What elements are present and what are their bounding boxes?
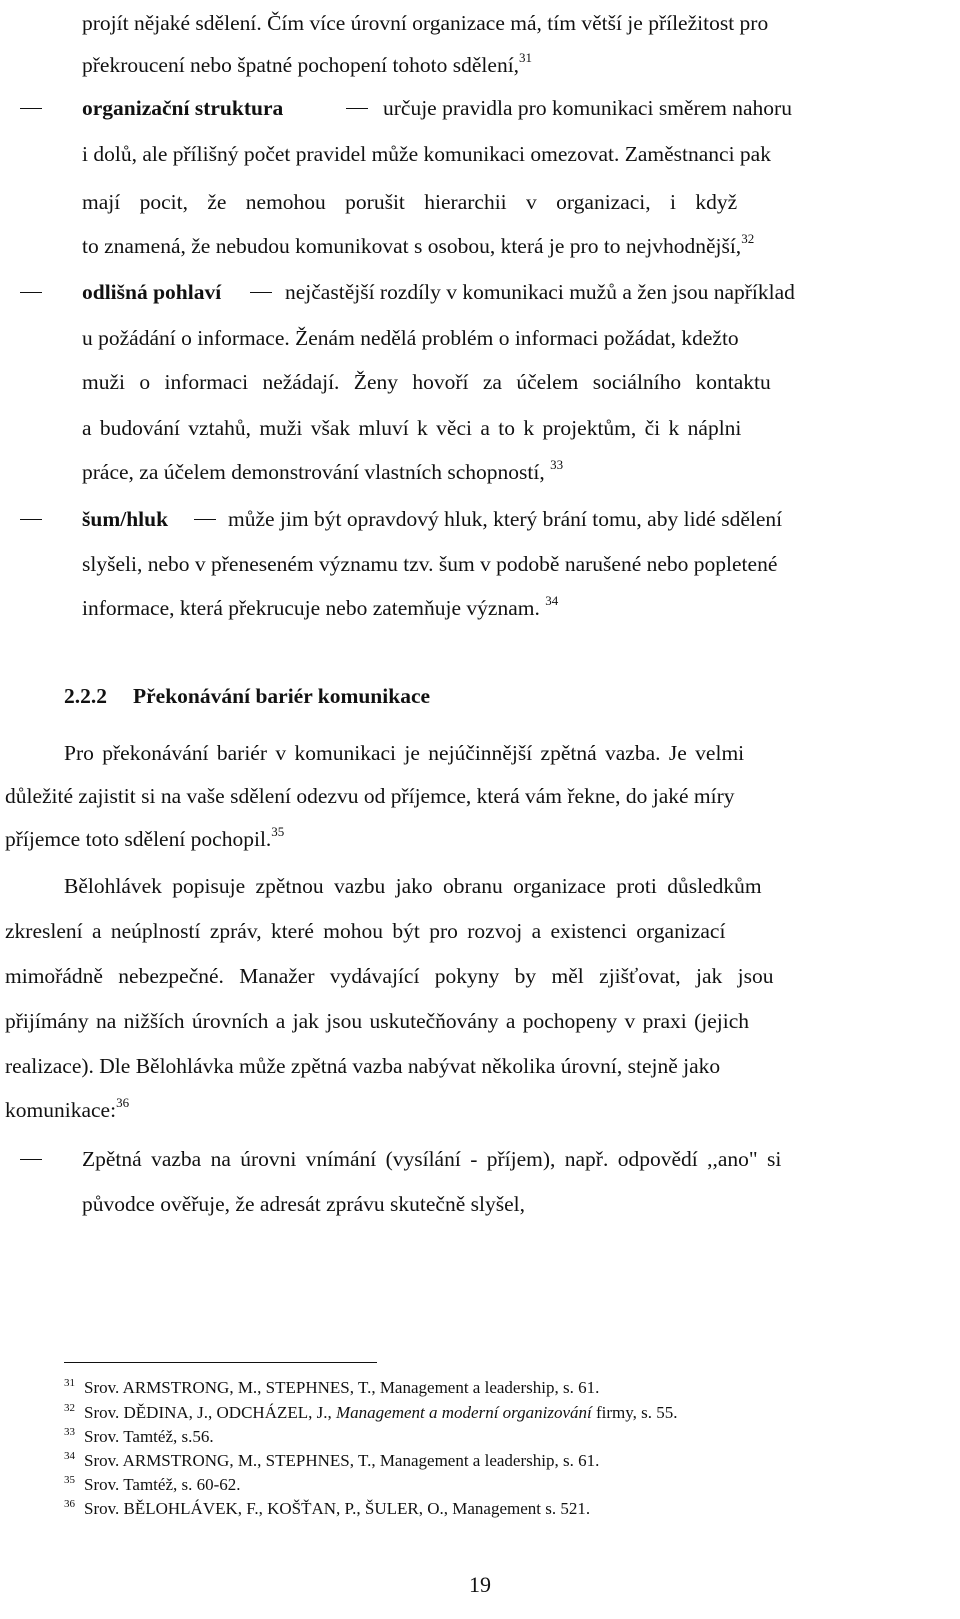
text-line [0, 588, 960, 628]
footnote-ref: 32 [741, 231, 755, 246]
footnote-text: Srov. ARMSTRONG, M., STEPHNES, T., Management a leadership, s. 61. [84, 1451, 600, 1470]
bold-term: šum/hluk [82, 507, 169, 531]
list-item [0, 88, 960, 128]
text-line [0, 544, 960, 584]
text: mají pocit, že nemohou porušit hierarchii v organizaci, i když [82, 190, 738, 214]
text: to znamená, že nebudou komunikovat s osobou, která je pro to nejvhodnější,$^{32}$ [82, 231, 755, 258]
text-line [0, 911, 960, 951]
text-line [0, 134, 960, 174]
text-line [0, 1090, 960, 1130]
text-line [0, 3, 960, 43]
footnote-number: 35 [64, 1474, 75, 1486]
text: nejčastější rozdíly v komunikaci mužů a žen jsou například [285, 280, 795, 304]
text: přijímány na nižších úrovních a jak jsou uskutečňovány a pochopeny v praxi (jejich [5, 1009, 750, 1033]
text-line [0, 1046, 960, 1086]
bold-term: odlišná pohlaví [82, 280, 222, 304]
text: u požádání o informace. Ženám nedělá problém o informaci požádat, kdežto [82, 326, 739, 350]
text: slyšeli, nebo v přeneseném významu tzv. šum v podobě narušené nebo popletené [82, 552, 778, 576]
text: zkreslení a neúplností zpráv, které mohou být pro rozvoj a existenci organizací [5, 919, 726, 943]
heading-title: Překonávání bariér komunikace [133, 684, 431, 708]
text-line [0, 1184, 960, 1224]
text: muži o informaci nežádají. Ženy hovoří za účelem sociálního kontaktu [82, 370, 771, 394]
text-line [0, 408, 960, 448]
text: komunikace:$^{36}$ [5, 1095, 130, 1122]
dash-icon [346, 108, 368, 109]
text-line [0, 45, 960, 85]
footnote-ref: 34 [545, 593, 559, 608]
text-line [0, 819, 960, 859]
text: určuje pravidla pro komunikaci směrem nahoru [383, 96, 792, 120]
text: původce ověřuje, že adresát zprávu skutečně slyšel, [82, 1192, 525, 1216]
text: Pro překonávání bariér v komunikaci je nejúčinnější zpětná vazba. Je velmi [64, 741, 745, 765]
footnote-text: Srov. DĚDINA, J., ODCHÁZEL, J., Management a moderní organizování firmy, s. 55. [84, 1403, 678, 1422]
footnote [0, 1425, 960, 1449]
text: i dolů, ale přílišný počet pravidel může komunikaci omezovat. Zaměstnanci pak [82, 142, 771, 166]
text: informace, která překrucuje nebo zatemňuje význam. $^{34}$ [82, 593, 559, 620]
footnote-text: Srov. ARMSTRONG, M., STEPHNES, T., Management a leadership, s. 61. [84, 1378, 600, 1397]
text-line [0, 733, 960, 773]
text: realizace). Dle Bělohlávka může zpětná vazba nabývat několika úrovní, stejně jako [5, 1054, 721, 1078]
section-heading [0, 676, 960, 716]
footnote-ref: 35 [271, 824, 285, 839]
footnote-separator [64, 1362, 377, 1363]
list-item [0, 1139, 960, 1179]
text-line [0, 182, 960, 222]
dash-icon [250, 292, 272, 293]
list-item [0, 499, 960, 539]
text-line [0, 956, 960, 996]
footnote-number: 33 [64, 1426, 75, 1438]
text-line [0, 1001, 960, 1041]
footnote-text: Srov. Tamtéž, s.56. [84, 1427, 214, 1446]
footnote-number: 32 [64, 1402, 75, 1414]
footnote [0, 1497, 960, 1521]
text-line [0, 452, 960, 492]
footnote-ref: 31 [519, 50, 533, 65]
text: a budování vztahů, muži však mluví k věci a to k projektům, či k náplni [82, 416, 742, 440]
footnote-number: 36 [64, 1498, 75, 1510]
footnote-ref: 36 [116, 1095, 130, 1110]
text-line [0, 362, 960, 402]
text-line [0, 866, 960, 906]
text: může jim být opravdový hluk, který brání tomu, aby lidé sdělení [228, 507, 783, 531]
text-line [0, 226, 960, 266]
footnote [0, 1376, 960, 1400]
footnote-number: 31 [64, 1377, 75, 1389]
text: Bělohlávek popisuje zpětnou vazbu jako obranu organizace proti důsledkům [64, 874, 762, 898]
bold-term: organizační struktura [82, 96, 284, 120]
text-line [0, 776, 960, 816]
text: příjemce toto sdělení pochopil.$^{35}$ [5, 824, 285, 851]
text: mimořádně nebezpečné. Manažer vydávající pokyny by měl zjišťovat, jak jsou [5, 964, 774, 988]
text: práce, za účelem demonstrování vlastních schopností, $^{33}$ [82, 457, 564, 484]
footnote-number: 34 [64, 1450, 75, 1462]
heading-number: 2.2.2 [64, 684, 107, 708]
footnote [0, 1473, 960, 1497]
footnote-text: Srov. BĚLOHLÁVEK, F., KOŠŤAN, P., ŠULER, O., Management s. 521. [84, 1499, 591, 1518]
list-item [0, 272, 960, 312]
text: Zpětná vazba na úrovni vnímání (vysílání - příjem), např. odpovědí ,,ano" si [82, 1147, 782, 1171]
footnote [0, 1449, 960, 1473]
text: projít nějaké sdělení. Čím více úrovní organizace má, tím větší je příležitost pro [82, 11, 769, 35]
page-number: 19 [469, 1572, 491, 1597]
text: důležité zajistit si na vaše sdělení odezvu od příjemce, která vám řekne, do jaké míry [5, 784, 735, 808]
text: překroucení nebo špatné pochopení tohoto sdělení,$^{31}$ [82, 50, 533, 77]
footnote-text: Srov. Tamtéž, s. 60-62. [84, 1475, 241, 1494]
text-line [0, 318, 960, 358]
footnote [0, 1401, 960, 1425]
dash-icon [194, 519, 216, 520]
footnote-ref: 33 [550, 457, 564, 472]
